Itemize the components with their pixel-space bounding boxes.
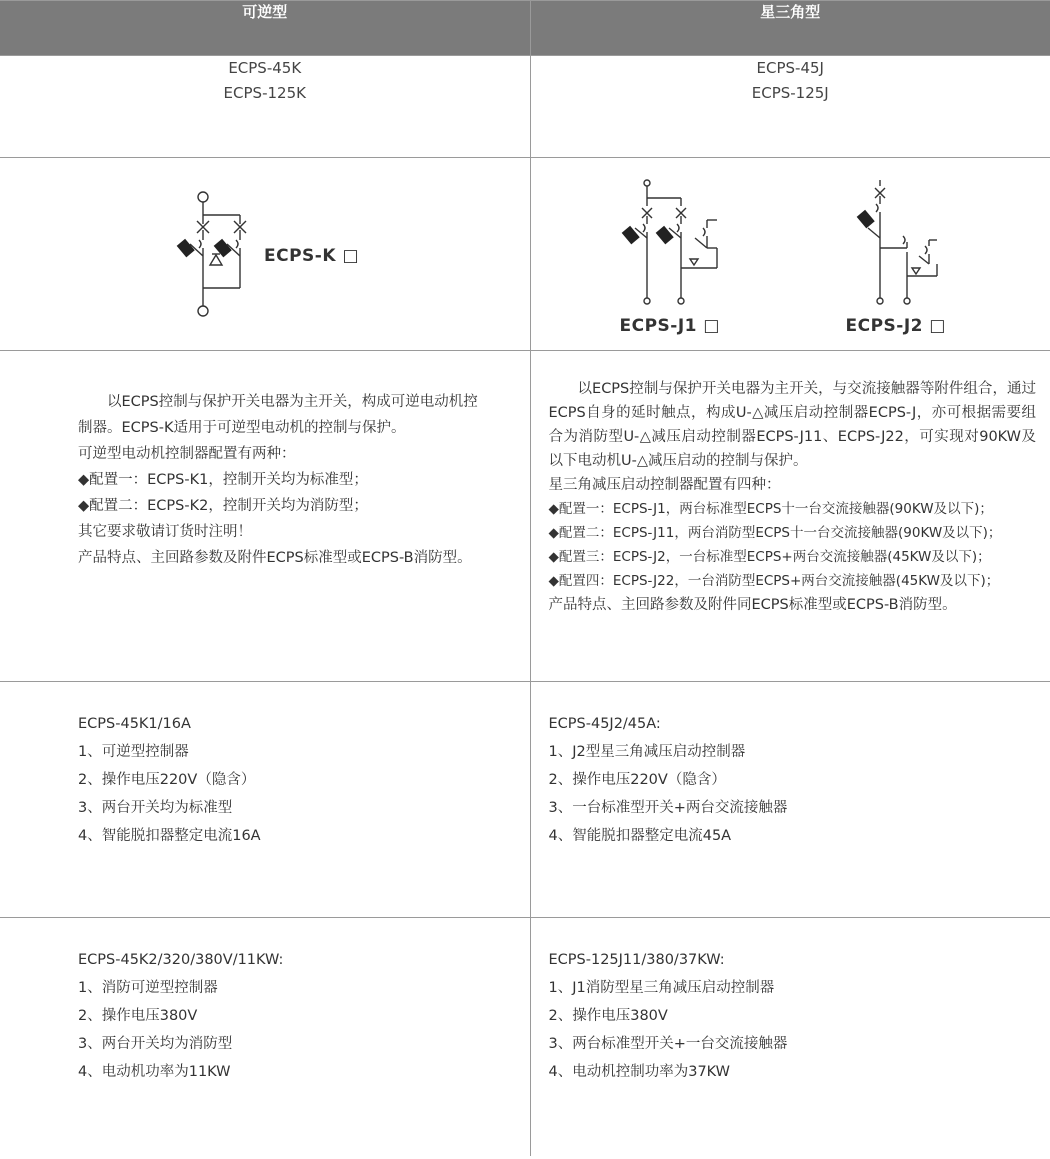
example-2-left [0,918,530,1157]
description-right [530,351,1050,682]
example-item: 1、消防可逆型控制器 [78,980,218,996]
example-item: 3、两台开关均为消防型 [78,1036,233,1052]
diagram-k-cell [0,158,530,351]
example-item: 1、J2型星三角减压启动控制器 [548,744,746,760]
example-code: ECPS-45K1/16A [78,716,191,732]
example-item: 3、一台标准型开关+两台交流接触器 [548,800,788,816]
example-row-2 [0,918,1050,1157]
coil-j1-left [621,226,639,245]
desc-line: ◆配置一：ECPS-J1，两台标准型ECPS十一台交流接触器(90KW及以下)； [548,501,993,517]
example-item: 3、两台开关均为标准型 [78,800,233,816]
ecps-j-circuit-diagrams [531,158,1050,350]
header-star-delta: 星三角型 [530,1,1050,56]
model-name: ECPS-45K [228,59,302,77]
example-item: 3、两台标准型开关+一台交流接触器 [548,1036,788,1052]
example-item: 4、智能脱扣器整定电流16A [78,828,261,844]
desc-line: 产品特点、主回路参数及附件ECPS标准型或ECPS-B消防型。 [78,550,472,566]
desc-paragraph: 以ECPS控制与保护开关电器为主开关，构成可逆电动机控制器。ECPS-K适用于可逆型电动机的控制与保护。 [78,394,478,436]
desc-line: 产品特点、主回路参数及附件同ECPS标准型或ECPS-B消防型。 [548,597,957,613]
coil-j2 [856,210,874,229]
ecps-j1-label: ECPS-J1 □ [619,316,720,336]
example-2-right [530,918,1050,1157]
desc-line: ◆配置三：ECPS-J2，一台标准型ECPS+两台交流接触器(45KW及以下)； [548,549,991,565]
terminal [678,298,684,304]
example-code: ECPS-45K2/320/380V/11KW: [78,952,284,968]
terminal [877,298,883,304]
desc-line: 可逆型电动机控制器配置有两种： [78,446,296,462]
example-item: 2、操作电压380V [548,1008,668,1024]
diagram-j-cell [530,158,1050,351]
header-reversible: 可逆型 [0,1,530,56]
diagram-row [0,158,1050,351]
terminal-top [644,180,650,186]
example-item: 1、J1消防型星三角减压启动控制器 [548,980,775,996]
delta-symbol [210,255,222,265]
terminal [644,298,650,304]
example-code: ECPS-125J11/380/37KW: [548,952,725,968]
example-item: 4、电动机功率为11KW [78,1064,231,1080]
models-row [0,56,1050,158]
delta-symbol [912,268,920,274]
terminal-top [198,192,208,202]
model-name: ECPS-45J [756,59,824,77]
terminal-bottom [198,306,208,316]
desc-line: 星三角减压启动控制器配置有四种： [548,477,781,493]
example-item: 4、智能脱扣器整定电流45A [548,828,732,844]
model-name: ECPS-125K [223,84,306,102]
example-1-left [0,682,530,918]
example-row-1 [0,682,1050,918]
coil-left [177,239,195,258]
example-item: 4、电动机控制功率为37KW [548,1064,731,1080]
desc-paragraph: 以ECPS控制与保护开关电器为主开关，与交流接触器等附件组合，通过ECPS自身的延时触点，构成U-△减压启动控制器ECPS-J，亦可根据需要组合为消防型U-△减压启动控制器ECPS-J11、ECPS-J22，可实现对90KW及以下电动机U-△减压启动的控制与保护。 [548,381,1036,469]
desc-line: ◆配置一：ECPS-K1，控制开关均为标准型； [78,472,368,488]
description-row [0,351,1050,682]
models-left [0,56,530,158]
terminal [904,298,910,304]
example-code: ECPS-45J2/45A: [548,716,661,732]
desc-line: ◆配置二：ECPS-K2，控制开关均为消防型； [78,498,368,514]
models-right [530,56,1050,158]
delta-symbol [690,259,698,265]
ecps-k-label: ECPS-K □ [264,246,360,266]
desc-line: ◆配置二：ECPS-J11，两台消防型ECPS十一台交流接触器(90KW及以下)； [548,525,1002,541]
model-name: ECPS-125J [751,84,829,102]
example-item: 2、操作电压220V（隐含） [548,772,726,788]
desc-line: 其它要求敬请订货时注明！ [78,524,252,540]
header-row [0,1,1050,56]
example-item: 1、可逆型控制器 [78,744,189,760]
desc-line: ◆配置四：ECPS-J22，一台消防型ECPS+两台交流接触器(45KW及以下)； [548,573,1000,589]
example-item: 2、操作电压220V（隐含） [78,772,256,788]
ecps-j2-label: ECPS-J2 □ [845,316,946,336]
example-item: 2、操作电压380V [78,1008,198,1024]
description-left [0,351,530,682]
example-1-right [530,682,1050,918]
coil-j1-right [655,226,673,245]
